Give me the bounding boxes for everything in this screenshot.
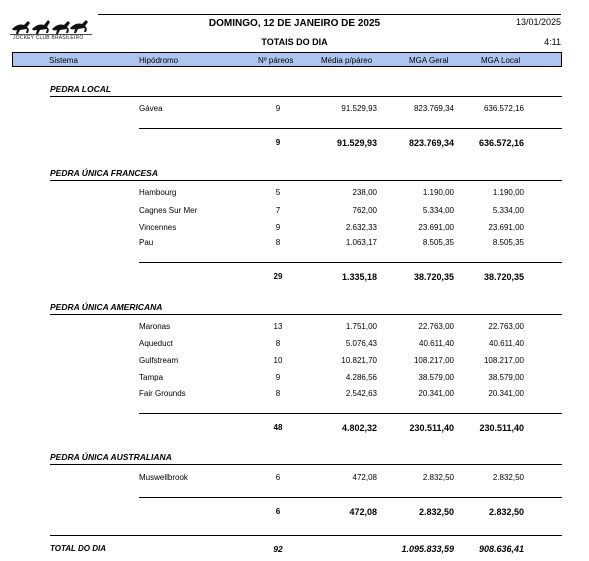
section-rule	[50, 96, 562, 97]
track-pareos: 6	[275, 473, 281, 482]
track-mga-geral: 40.611,40	[419, 339, 454, 348]
track-name: Aqueduct	[139, 339, 173, 348]
subtotal-pareos: 48	[273, 423, 283, 432]
subtotal-mga-local: 636.572,16	[478, 138, 524, 148]
track-pareos: 9	[275, 223, 281, 232]
track-mga-geral: 38.579,00	[418, 373, 454, 382]
track-media: 10.821,70	[341, 356, 377, 365]
subtotal-rule	[139, 497, 562, 498]
track-pareos: 9	[275, 373, 281, 382]
col-mga-local: MGA Local	[481, 56, 521, 65]
track-mga-local: 23.691,00	[488, 223, 524, 232]
track-media: 238,00	[352, 188, 377, 197]
track-pareos: 8	[275, 339, 281, 348]
total-label: TOTAL DO DIA	[50, 544, 106, 553]
track-mga-local: 1.190,00	[492, 188, 524, 197]
section-rule	[50, 180, 562, 181]
report-date: 13/01/2025	[515, 17, 561, 27]
subtotal-mga-geral: 230.511,40	[409, 423, 454, 433]
subtotal-media: 91.529,93	[336, 138, 377, 148]
subtotal-mga-local: 230.511,40	[479, 423, 524, 433]
track-mga-local: 38.579,00	[488, 373, 524, 382]
track-pareos: 8	[275, 389, 281, 398]
track-mga-geral: 5.334,00	[422, 206, 454, 215]
subtotal-pareos: 6	[275, 507, 281, 516]
subtotal-mga-geral: 2.832,50	[418, 507, 454, 517]
track-mga-geral: 2.832,50	[422, 473, 454, 482]
track-name: Muswellbrook	[139, 473, 188, 482]
track-mga-geral: 1.190,00	[422, 188, 454, 197]
track-mga-local: 636.572,16	[483, 104, 524, 113]
track-mga-local: 20.341,00	[488, 389, 524, 398]
col-hipodromo: Hipódromo	[139, 56, 179, 65]
subtotal-mga-local: 2.832,50	[488, 507, 524, 517]
subtotal-pareos: 9	[275, 138, 281, 147]
top-rule	[98, 14, 561, 15]
subtotal-media: 472,08	[349, 507, 377, 517]
track-name: Maronas	[139, 322, 171, 331]
track-mga-geral: 23.691,00	[418, 223, 454, 232]
subtotal-rule	[139, 262, 562, 263]
subtotal-mga-geral: 823.769,34	[408, 138, 454, 148]
subtotal-media: 1.335,18	[341, 272, 377, 282]
track-mga-local: 40.611,40	[489, 339, 524, 348]
track-mga-geral: 8.505,35	[422, 238, 454, 247]
track-media: 4.286,56	[345, 373, 377, 382]
section-rule	[50, 314, 562, 315]
total-mga-geral: 1.095.833,59	[401, 544, 454, 554]
track-media: 1.063,17	[345, 238, 377, 247]
track-name: Cagnes Sur Mer	[139, 206, 198, 215]
total-rule	[50, 535, 562, 536]
track-media: 2.542,63	[345, 389, 377, 398]
section-rule	[50, 464, 562, 465]
col-mga-geral: MGA Geral	[409, 56, 449, 65]
track-name: Tampa	[139, 373, 164, 382]
track-name: Pau	[139, 238, 154, 247]
track-media: 472,08	[352, 473, 377, 482]
track-media: 1.751,00	[345, 322, 377, 331]
track-mga-geral: 823.769,34	[413, 104, 454, 113]
track-name: Hambourg	[139, 188, 177, 197]
report-subtitle: TOTAIS DO DIA	[261, 37, 328, 47]
subtotal-rule	[139, 128, 562, 129]
subtotal-pareos: 29	[273, 272, 283, 281]
track-pareos: 7	[275, 206, 281, 215]
track-mga-local: 5.334,00	[492, 206, 524, 215]
track-mga-geral: 20.341,00	[418, 389, 454, 398]
track-media: 5.076,43	[345, 339, 377, 348]
track-media: 91.529,93	[341, 104, 377, 113]
subtotal-mga-geral: 38.720,35	[413, 272, 454, 282]
report-time: 4:11	[544, 37, 561, 47]
track-pareos: 5	[275, 188, 281, 197]
track-media: 2.632,33	[345, 223, 377, 232]
track-name: Fair Grounds	[139, 389, 186, 398]
track-mga-geral: 22.763,00	[418, 322, 454, 331]
section-title: PEDRA ÚNICA AMERICANA	[50, 302, 163, 312]
col-pareos: Nº páreos	[258, 56, 294, 65]
logo-text: JOCKEY CLUB BRASILEIRO	[13, 35, 84, 41]
track-mga-local: 108.217,00	[483, 356, 524, 365]
track-mga-local: 2.832,50	[492, 473, 524, 482]
col-media: Média p/páreo	[321, 56, 373, 65]
total-mga-local: 908.636,41	[478, 544, 524, 554]
report-title: DOMINGO, 12 DE JANEIRO DE 2025	[208, 18, 381, 29]
total-pareos: 92	[273, 544, 283, 554]
track-mga-local: 8.505,35	[492, 238, 524, 247]
track-mga-local: 22.763,00	[488, 322, 524, 331]
section-title: PEDRA ÚNICA AUSTRALIANA	[50, 452, 172, 462]
track-name: Vincennes	[139, 223, 177, 232]
subtotal-mga-local: 38.720,35	[483, 272, 524, 282]
track-name: Gávea	[139, 104, 163, 113]
track-pareos: 10	[273, 356, 283, 365]
track-mga-geral: 108.217,00	[413, 356, 454, 365]
section-title: PEDRA ÚNICA FRANCESA	[50, 168, 158, 178]
col-sistema: Sistema	[49, 56, 78, 65]
track-pareos: 8	[275, 238, 281, 247]
track-name: Gulfstream	[139, 356, 179, 365]
subtotal-media: 4.802,32	[341, 423, 377, 433]
track-pareos: 13	[273, 322, 283, 331]
subtotal-rule	[139, 413, 562, 414]
track-pareos: 9	[275, 104, 281, 113]
section-title: PEDRA LOCAL	[50, 84, 112, 94]
track-media: 762,00	[352, 206, 377, 215]
